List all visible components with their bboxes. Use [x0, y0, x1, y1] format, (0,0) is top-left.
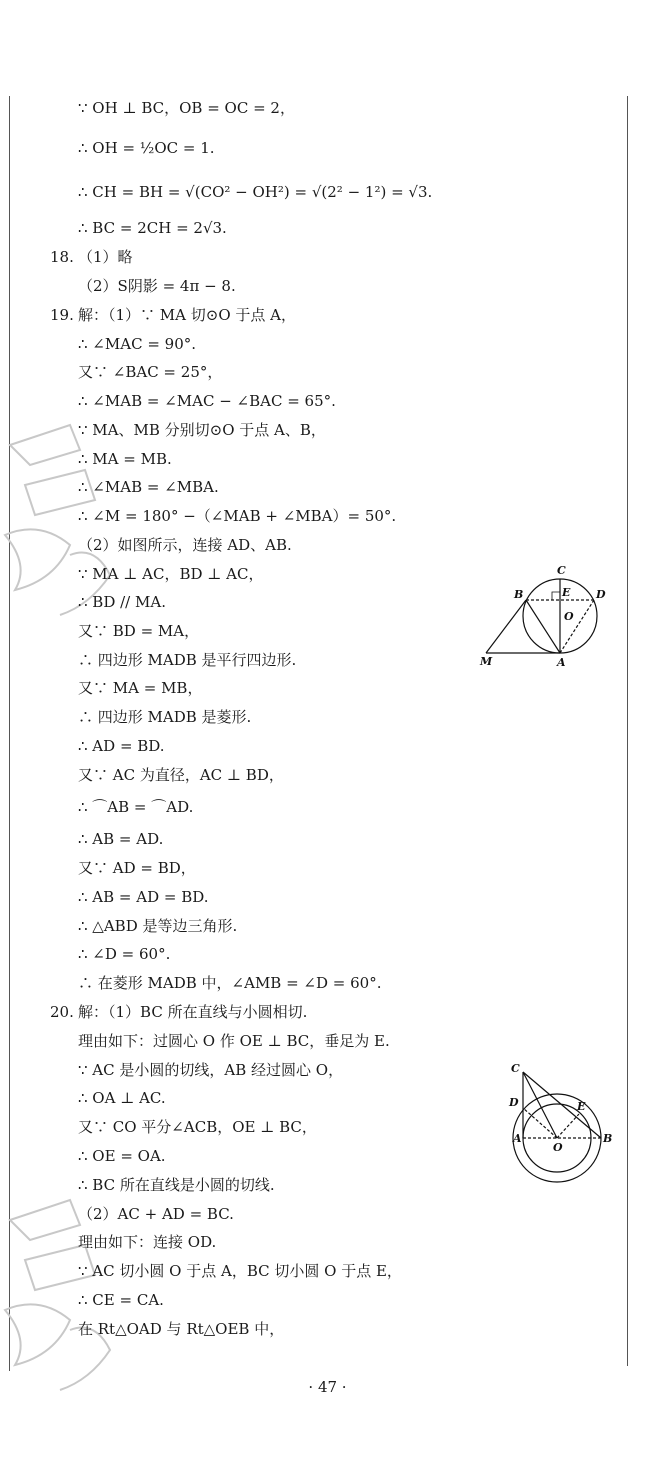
label-e: E [577, 1100, 586, 1113]
text-line: （2）AC + AD = BC. [78, 1205, 234, 1223]
label-e: E [562, 586, 571, 599]
text-line: ∴ ∠D = 60°. [78, 945, 171, 963]
geometry-figure-2 [505, 1058, 625, 1183]
text-line: ∴ ∠MAB = ∠MAC − ∠BAC = 65°. [78, 392, 336, 410]
text-line: ∴ 四边形 MADB 是平行四边形. [78, 651, 297, 669]
text-line: ∴ BD // MA. [78, 593, 166, 611]
question-number: 19. [50, 306, 74, 324]
text-line: ∴ OE = OA. [78, 1147, 166, 1165]
text-line: 理由如下：连接 OD. [78, 1233, 217, 1251]
text-line: ∵ MA ⊥ AC，BD ⊥ AC， [78, 565, 264, 583]
text-line: ∴ OA ⊥ AC. [78, 1089, 166, 1107]
label-d: D [596, 588, 606, 601]
text-line: ∴ △ABD 是等边三角形. [78, 917, 238, 935]
text-line: 解：（1）BC 所在直线与小圆相切. [78, 1003, 308, 1021]
text-line: ∴ ∠MAC = 90°. [78, 335, 197, 353]
text-line: 又∵ AD = BD， [78, 859, 196, 877]
label-c: C [511, 1062, 520, 1075]
text-line: ∵ OH ⊥ BC，OB = OC = 2， [78, 99, 295, 117]
label-o: O [553, 1141, 563, 1154]
text-line: 解：（1）∵ MA 切⊙O 于点 A， [78, 306, 297, 324]
text-line: ∵ MA、MB 分别切⊙O 于点 A、B， [78, 421, 326, 439]
label-o: O [564, 610, 574, 623]
text-line: ∴ BC 所在直线是小圆的切线. [78, 1176, 275, 1194]
label-d: D [509, 1096, 519, 1109]
text-line: 又∵ BD = MA， [78, 622, 200, 640]
label-m: M [480, 655, 493, 668]
page-number: · 47 · [308, 1378, 347, 1396]
text-line: ∴ CE = CA. [78, 1291, 164, 1309]
text-line: ∴ AD = BD. [78, 737, 165, 755]
text-line: （1）略 [78, 248, 133, 266]
text-line: 理由如下：过圆心 O 作 OE ⊥ BC，垂足为 E. [78, 1032, 390, 1050]
text-line: ∴ MA = MB. [78, 450, 172, 468]
label-b: B [603, 1132, 613, 1145]
text-line: ∴ CH = BH = √(CO² − OH²) = √(2² − 1²) = √3. [78, 183, 433, 201]
text-line: 又∵ MA = MB， [78, 679, 203, 697]
text-line: （2）如图所示，连接 AD、AB. [78, 536, 292, 554]
label-a: A [513, 1132, 522, 1145]
text-line: ∴ ⌒AB = ⌒AD. [78, 798, 194, 816]
text-line: 又∵ CO 平分∠ACB，OE ⊥ BC， [78, 1118, 317, 1136]
text-line: ∴ BC = 2CH = 2√3. [78, 219, 227, 237]
text-line: ∵ AC 是小圆的切线，AB 经过圆心 O， [78, 1061, 344, 1079]
text-line: 在 Rt△OAD 与 Rt△OEB 中， [78, 1320, 285, 1338]
text-line: （2）S阴影 = 4π − 8. [78, 277, 236, 295]
text-line: ∴ 在菱形 MADB 中，∠AMB = ∠D = 60°. [78, 974, 382, 992]
text-line: ∴ AB = AD. [78, 830, 164, 848]
text-line: ∴ OH = ½OC = 1. [78, 139, 215, 157]
question-number: 20. [50, 1003, 74, 1021]
question-number: 18. [50, 248, 74, 266]
right-margin-rule [627, 96, 628, 1366]
text-line: ∴ AB = AD = BD. [78, 888, 209, 906]
label-c: C [557, 564, 566, 577]
label-a: A [557, 656, 566, 669]
text-line: ∵ AC 切小圆 O 于点 A，BC 切小圆 O 于点 E， [78, 1262, 402, 1280]
text-line: ∴ ∠MAB = ∠MBA. [78, 478, 219, 496]
text-line: 又∵ AC 为直径，AC ⊥ BD， [78, 766, 284, 784]
text-line: ∴ 四边形 MADB 是菱形. [78, 708, 252, 726]
label-b: B [514, 588, 524, 601]
geometry-figure-1 [478, 562, 608, 674]
text-line: 又∵ ∠BAC = 25°， [78, 363, 223, 381]
text-line: ∴ ∠M = 180° −（∠MAB + ∠MBA）= 50°. [78, 507, 397, 525]
